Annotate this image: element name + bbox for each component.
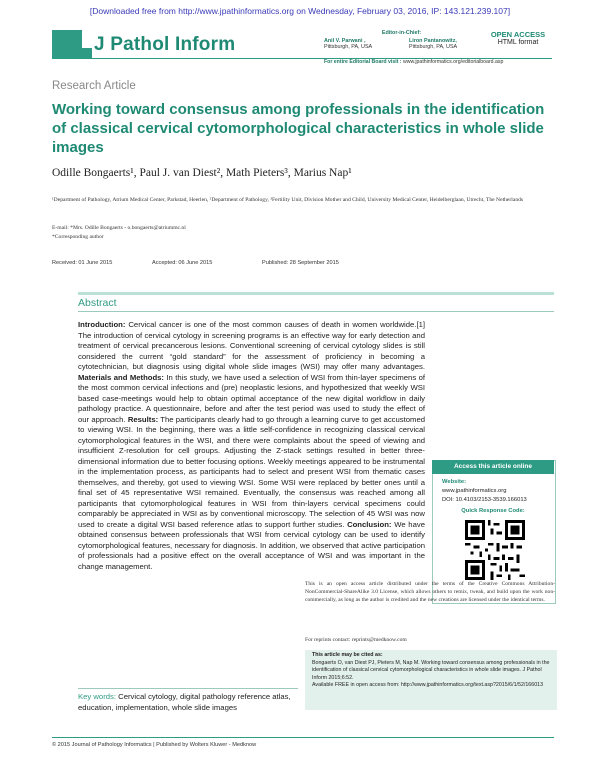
contact-block bbox=[52, 224, 452, 242]
intro-text: Cervical cancer is one of the most common causes of death in women worldwide.[1] The introduction of cervical cytology in screening programs is an effective way for early detection and treatment of cervical precancerous lesions. Conventional screening of cervical cytology slides is still considered the current “gold standard” for the assessment of proficiency in becoming a cytotechnician, but diagnosis using digital whole slide images (WSI) may offer many advantages. bbox=[78, 320, 425, 371]
abstract-band bbox=[78, 292, 554, 295]
license-text: This is an open access article distributed under the terms of the Creative Commons Attribution-NonCommercial-ShareAlike 3.0 License, which allows others to remix, tweak, and build upon the work non-commercially, as long as the author is credited and the new creations are licensed under the identical terms. bbox=[305, 581, 555, 603]
received-date: Received: 01 June 2015 bbox=[52, 260, 113, 266]
footer-rule bbox=[52, 737, 554, 738]
editor-left-name: Anil V. Parwani , bbox=[324, 38, 366, 44]
doi: DOI: 10.4103/2153-3539.166013 bbox=[442, 497, 527, 503]
editors-block bbox=[324, 30, 479, 50]
authors: Odille Bongaerts¹, Paul J. van Diest², Math Pieters³, Marius Nap¹ bbox=[52, 167, 352, 179]
results-label: Results: bbox=[127, 414, 159, 424]
conclusion-text: We have obtained consensus between professionals that WSI from cervical cytology can be used to identify cytomorphological features, necessary for diagnosis. In addition, we observed that active participation of professionals had a positive effect on the overall acceptance of WSI and was important in the change management. bbox=[78, 519, 425, 571]
methods-label: Materials and Methods: bbox=[78, 372, 164, 382]
journal-logo-block bbox=[52, 30, 82, 58]
editor-left-place: Pittsburgh, PA, USA bbox=[324, 44, 373, 50]
citation-label: This article may be cited as: bbox=[312, 652, 383, 658]
conclusion-label: Conclusion: bbox=[347, 519, 392, 529]
editors-heading: Editor-in-Chief: bbox=[381, 30, 422, 36]
editor-right-place: Pittsburgh, PA, USA bbox=[409, 44, 458, 50]
editorial-board-line bbox=[324, 59, 554, 65]
journal-logo-accent bbox=[82, 48, 92, 58]
format-label: HTML format bbox=[497, 39, 539, 46]
citation-text: Bongaerts O, van Diest PJ, Pieters M, Nap M. Working toward consensus among professionals in the identification of classical cervical cytomorphological characteristics in whole slide images. J Pathol Inform 2015;6:52. bbox=[312, 659, 550, 681]
download-banner: [Downloaded free from http://www.jpathinformatics.org on Wednesday, February 03, 2016, IP: 143.121.239.107] bbox=[89, 6, 511, 16]
methods-text: In this study, we have used a selection of WSI from thin-layer specimens of the most common cervical infections and (pre) neoplastic lesions, and hypothesized that weekly WSI based case-meetings would help to obtain optimal acceptance of the new digital workflow in daily pathology practice. A questionnaire, before and after the test period was used to study the effect of our approach. bbox=[78, 372, 425, 424]
journal-name: J Pathol Inform bbox=[94, 34, 236, 55]
article-title: Working toward consensus among professionals in the identification of classical cervical cytomorphological characteristics in whole slide images bbox=[52, 101, 545, 156]
footer-copyright: © 2015 Journal of Pathology Informatics | Published by Wolters Kluwer - Medknow bbox=[52, 742, 257, 748]
corresponding-note: *Corresponding author bbox=[52, 234, 104, 240]
editorial-board-link[interactable]: www.jpathinformatics.org/editorialboard.asp bbox=[403, 59, 504, 65]
results-text: The participants clearly had to go through a learning curve to get accustomed to viewing WSI. In the beginning, there was a little self-confidence in recognizing classical cervical cytomorphological features in the WSI, and there were complaints about the speed of viewing and insufficient Z-resolution for cell groups. Adjusting the Z-stack settings resulted in better three-dimensional information due to better focusing options. Weekly meetings appeared to be instrumental in the implementation process, as participants had to select and present WSI from thematic cases themselves, and thereby, got used to viewing WSI. Some WSI were replaced by better ones until a final set of 45 representative WSI remained. Eventually, the consensus was reached among all participants that cytomorphological features in WSI from thin-layers cervical specimens could comparably be appreciated in WSI as by conventional microscopy. The selection of 45 WSI was now used to create a digital WSI based reference atlas to support further studies. bbox=[78, 414, 426, 529]
citation-available[interactable]: Available FREE in open access from: http://www.jpathinformatics.org/text.asp?2015/6/1/52/166013 bbox=[312, 682, 544, 689]
accepted-date: Accepted: 06 June 2015 bbox=[152, 260, 213, 266]
published-date: Published: 28 September 2015 bbox=[262, 260, 339, 266]
reprints-contact: For reprints contact: reprints@medknow.com bbox=[305, 637, 407, 643]
qr-label: Quick Response Code: bbox=[461, 508, 525, 514]
website-label: Website: bbox=[442, 479, 467, 485]
keywords-label: Key words: bbox=[78, 692, 117, 701]
editor-right-name: Liron Pantanowitz, bbox=[409, 38, 457, 44]
intro-label: Introduction: bbox=[78, 320, 126, 329]
open-access-block bbox=[484, 30, 552, 46]
keywords-block bbox=[78, 692, 298, 713]
abstract-rule bbox=[78, 311, 554, 312]
qr-code-icon bbox=[465, 520, 525, 580]
abstract-body bbox=[78, 320, 425, 572]
website-link[interactable]: www.jpathinformatics.org bbox=[442, 488, 507, 494]
keywords-text: Cervical cytology, digital pathology reference atlas, education, implementation, whole slide images bbox=[78, 692, 291, 712]
affiliations: ¹Department of Pathology, Atrium Medical Center, Parkstad, Heerlen, ²Department of Pathology, ³Fertility Unit, Division Mother and Child, University Medical Center, Heidelberglaan, Utrecht, The Netherlands bbox=[52, 197, 524, 203]
editorial-board-label: For entire Editorial Board visit : bbox=[324, 59, 402, 65]
article-type: Research Article bbox=[52, 80, 136, 92]
email-line: E-mail: *Mrs. Odille Bongaerts - o.bongaerts@atriummc.nl bbox=[52, 225, 186, 231]
access-heading: Access this article online bbox=[432, 460, 554, 474]
access-info bbox=[442, 478, 546, 505]
open-access-label: OPEN ACCESS bbox=[490, 30, 546, 39]
abstract-heading: Abstract bbox=[78, 297, 117, 309]
keywords-rule bbox=[78, 688, 298, 689]
citation-block bbox=[312, 652, 552, 690]
